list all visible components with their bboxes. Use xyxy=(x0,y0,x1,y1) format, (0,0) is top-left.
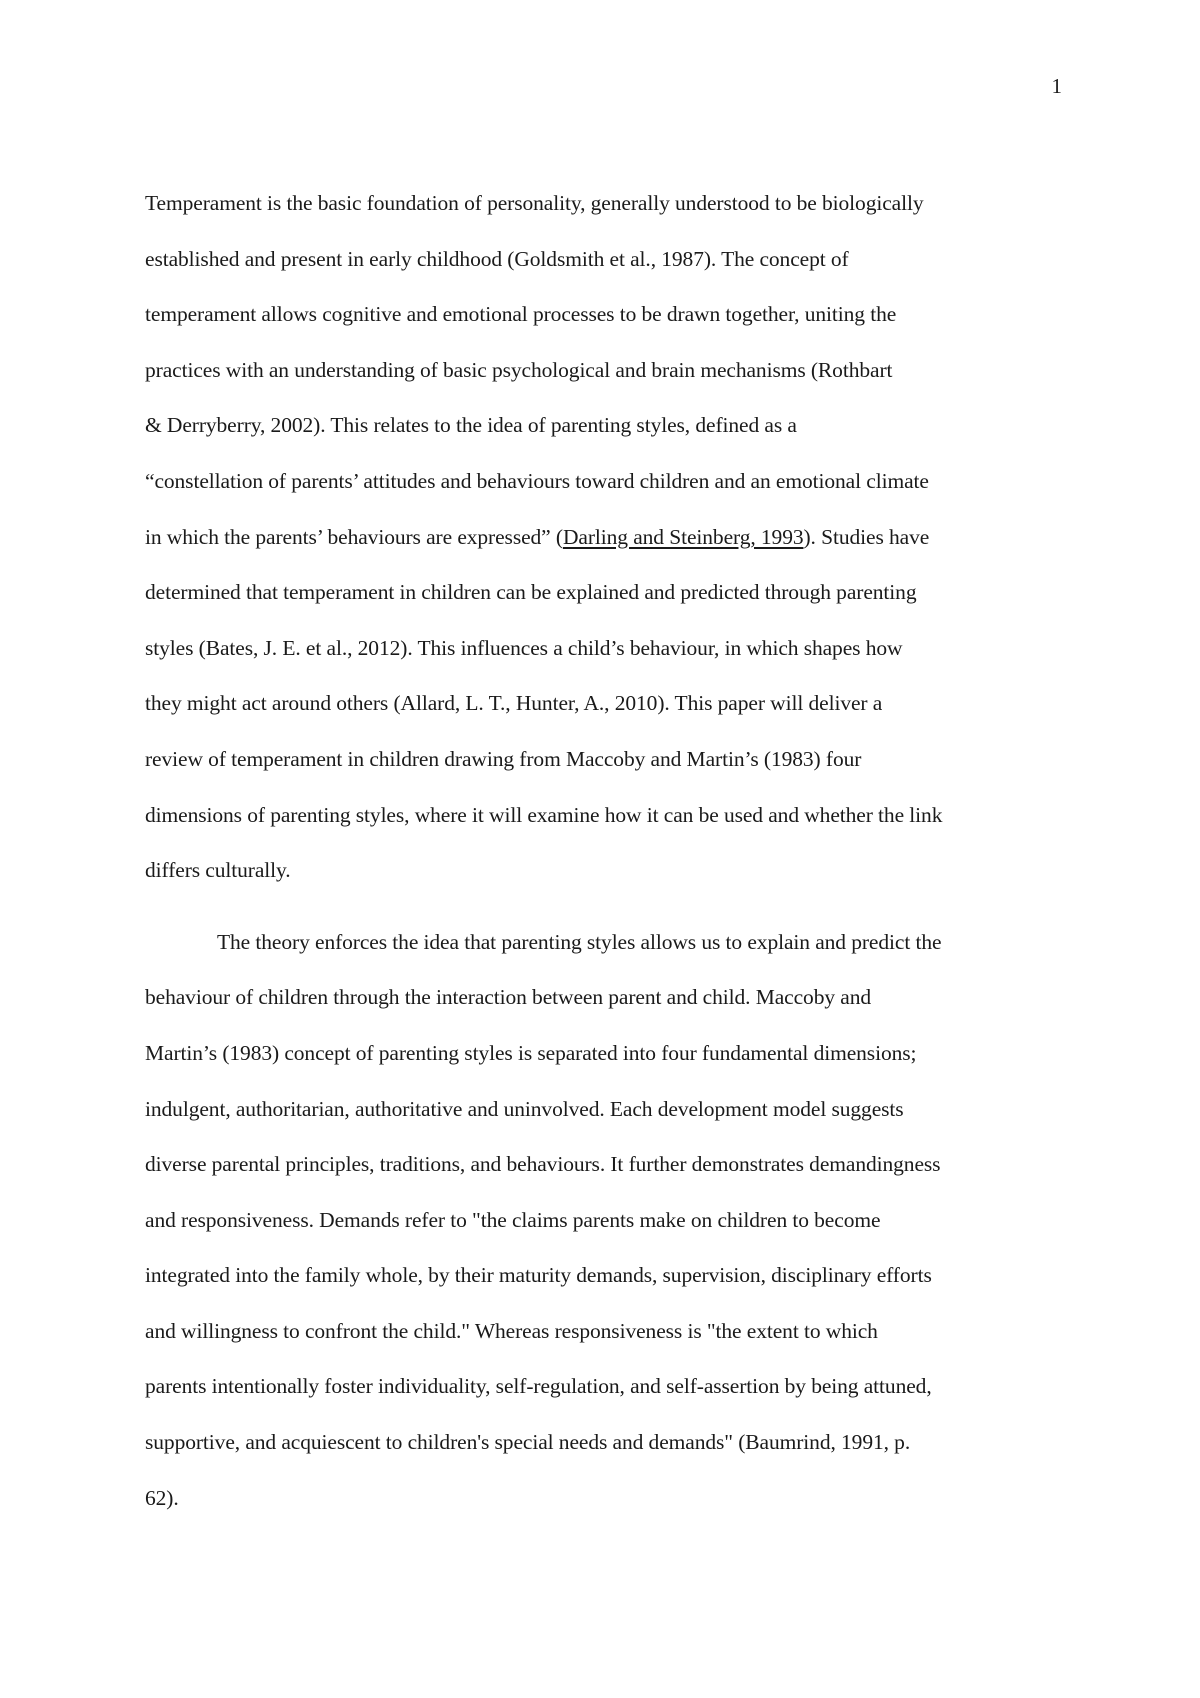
line-text: in which the parents’ behaviours are expressed” ( xyxy=(145,524,563,549)
paragraph-line: differs culturally. xyxy=(145,858,291,883)
paragraph-line: Martin’s (1983) concept of parenting styles is separated into four fundamental dimensions; xyxy=(145,1040,917,1065)
paragraph-line: determined that temperament in children can be explained and predicted through parenting xyxy=(145,580,917,605)
paragraph-line: review of temperament in children drawing from Maccoby and Martin’s (1983) four xyxy=(145,746,862,771)
paragraph-1 xyxy=(145,188,1075,911)
paragraph-line: styles (Bates, J. E. et al., 2012). This influences a child’s behaviour, in which shapes how xyxy=(145,635,903,660)
paragraph-spacing xyxy=(145,911,1075,927)
paragraph-line: and responsiveness. Demands refer to "the claims parents make on children to become xyxy=(145,1207,881,1232)
paragraph-line: behaviour of children through the interaction between parent and child. Maccoby and xyxy=(145,985,872,1010)
paragraph-line: temperament allows cognitive and emotional processes to be drawn together, uniting the xyxy=(145,302,897,327)
paragraph-line: indulgent, authoritarian, authoritative and uninvolved. Each development model suggests xyxy=(145,1096,904,1121)
paragraph-line: integrated into the family whole, by their maturity demands, supervision, disciplinary efforts xyxy=(145,1263,932,1288)
paragraph-line: and willingness to confront the child." Whereas responsiveness is "the extent to which xyxy=(145,1318,878,1343)
paragraph-line xyxy=(145,522,1075,578)
page-number: 1 xyxy=(1051,74,1062,98)
paragraph-line: 62). xyxy=(145,1485,179,1510)
paragraph-line: practices with an understanding of basic psychological and brain mechanisms (Rothbart xyxy=(145,357,893,382)
citation-link[interactable]: Darling and Steinberg, 1993 xyxy=(562,524,804,549)
paragraph-line: “constellation of parents’ attitudes and behaviours toward children and an emotional climate xyxy=(145,468,929,493)
paragraph-line: supportive, and acquiescent to children's special needs and demands" (Baumrind, 1991, p. xyxy=(145,1430,911,1455)
paragraph-line: Temperament is the basic foundation of personality, generally understood to be biologically xyxy=(145,191,924,215)
line-text: ). Studies have xyxy=(803,524,930,549)
paragraph-line: established and present in early childhood (Goldsmith et al., 1987). The concept of xyxy=(145,246,849,271)
paragraph-line: diverse parental principles, traditions, and behaviours. It further demonstrates demandingness xyxy=(145,1152,941,1177)
paragraph-line: dimensions of parenting styles, where it will examine how it can be used and whether the link xyxy=(145,802,943,827)
document-body xyxy=(145,188,1075,1538)
paragraph-first-line: The theory enforces the idea that parenting styles allows us to explain and predict the xyxy=(217,929,942,954)
paragraph-line: parents intentionally foster individuality, self-regulation, and self-assertion by being attuned, xyxy=(145,1374,932,1399)
paragraph-2 xyxy=(145,927,1075,1539)
paragraph-line: & Derryberry, 2002). This relates to the idea of parenting styles, defined as a xyxy=(145,413,797,438)
paragraph-line: they might act around others (Allard, L. T., Hunter, A., 2010). This paper will deliver a xyxy=(145,691,883,716)
